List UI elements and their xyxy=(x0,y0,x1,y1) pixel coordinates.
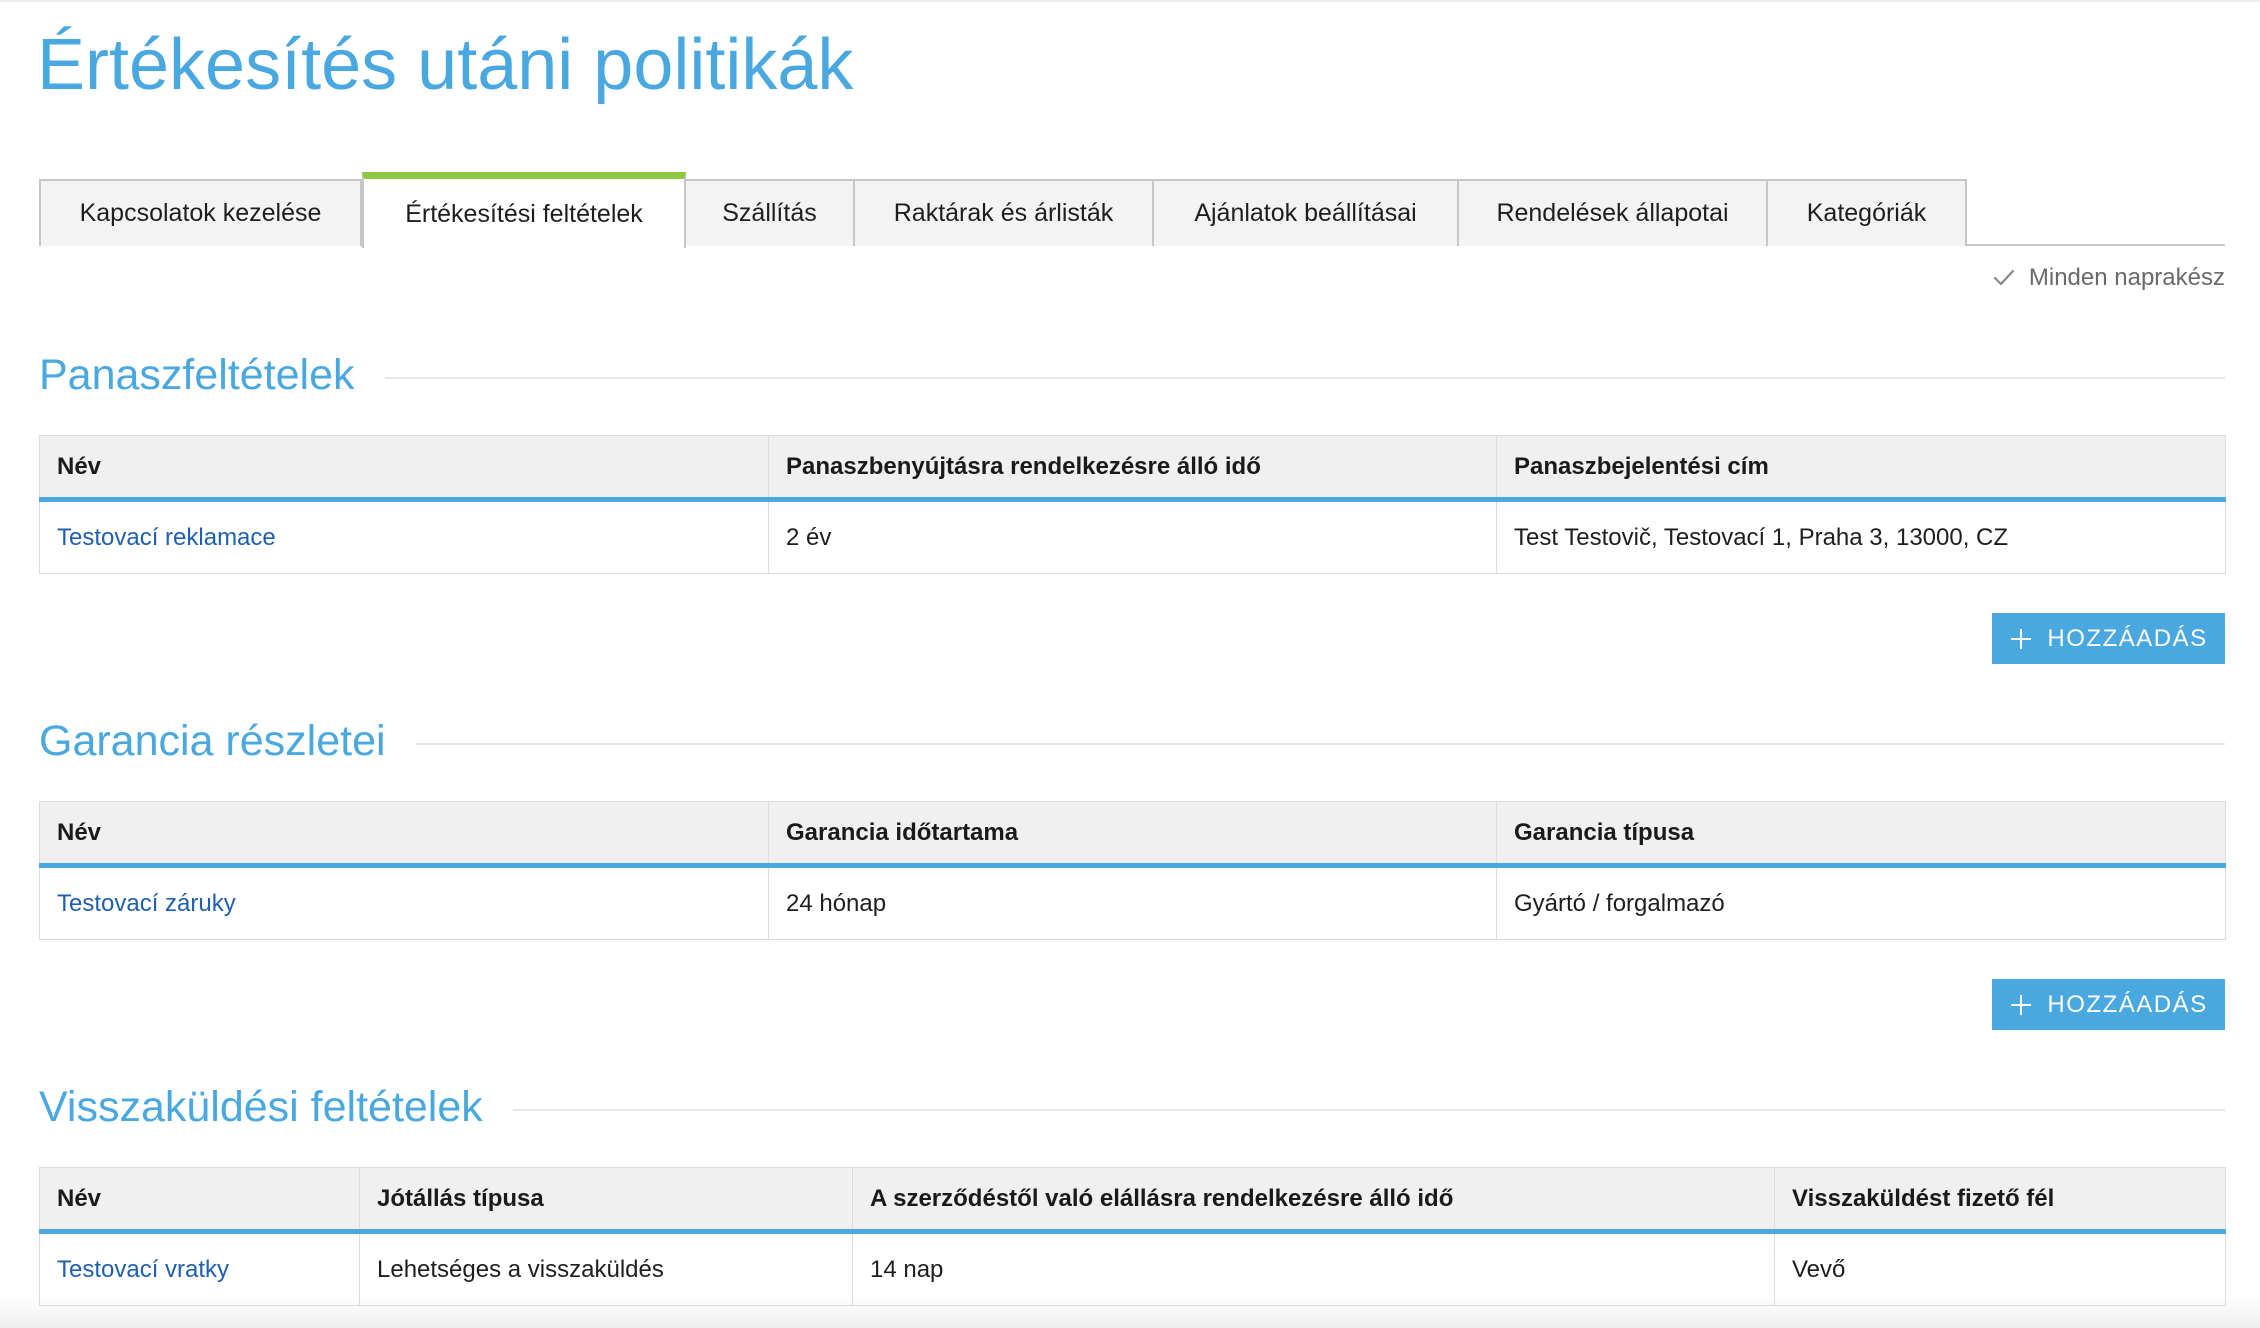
complaint-terms-table xyxy=(39,435,2226,574)
table-row[interactable] xyxy=(40,500,2226,574)
add-complaint-term-button[interactable] xyxy=(1992,613,2225,664)
section-header xyxy=(39,349,2225,401)
check-icon xyxy=(1993,269,2015,287)
table-cell: 14 nap xyxy=(853,1232,1775,1306)
column-header[interactable]: Név xyxy=(40,802,769,866)
tab-ajanlatok-beallitasai[interactable]: Ajánlatok beállításai xyxy=(1154,179,1459,246)
table-row[interactable] xyxy=(40,1232,2226,1306)
page-title: Értékesítés utáni politikák xyxy=(37,25,854,105)
return-terms-table xyxy=(39,1167,2226,1306)
column-header[interactable]: Visszaküldést fizető fél xyxy=(1775,1168,2226,1232)
section-title: Visszaküldési feltételek xyxy=(39,1083,483,1131)
add-button-label: HOZZÁADÁS xyxy=(2047,990,2208,1018)
table-cell: 2 év xyxy=(769,500,1497,574)
warranty-details-table xyxy=(39,801,2226,940)
top-edge-divider xyxy=(0,0,2260,2)
add-button-label: HOZZÁADÁS xyxy=(2047,624,2208,652)
table-cell-name xyxy=(40,1232,360,1306)
section-divider xyxy=(416,743,2225,745)
table-cell: Gyártó / forgalmazó xyxy=(1497,866,2226,940)
column-header[interactable]: Garancia típusa xyxy=(1497,802,2226,866)
column-header[interactable]: A szerződéstől való elállásra rendelkezésre álló idő xyxy=(853,1168,1775,1232)
table-cell: Test Testovič, Testovací 1, Praha 3, 13000, CZ xyxy=(1497,500,2226,574)
table-cell-name xyxy=(40,866,769,940)
table-cell-name xyxy=(40,500,769,574)
section-divider xyxy=(513,1109,2225,1111)
tab-rendelesek-allapotai[interactable]: Rendelések állapotai xyxy=(1459,179,1768,246)
tab-kategoriak[interactable]: Kategóriák xyxy=(1768,179,1967,246)
section-title: Garancia részletei xyxy=(39,717,386,765)
save-status xyxy=(1993,264,2225,292)
record-link[interactable]: Testovací vratky xyxy=(57,1255,230,1283)
column-header[interactable]: Jótállás típusa xyxy=(360,1168,853,1232)
table-cell: Lehetséges a visszaküldés xyxy=(360,1232,853,1306)
table-header-row xyxy=(40,436,2226,500)
save-status-text: Minden naprakész xyxy=(2028,264,2225,291)
column-header[interactable]: Panaszbejelentési cím xyxy=(1497,436,2226,500)
tab-szallitas[interactable]: Szállítás xyxy=(686,179,855,246)
plus-icon xyxy=(2009,993,2033,1017)
section-title: Panaszfeltételek xyxy=(39,351,355,399)
column-header[interactable]: Panaszbenyújtásra rendelkezésre álló idő xyxy=(769,436,1497,500)
section-header xyxy=(39,1081,2225,1133)
record-link[interactable]: Testovací záruky xyxy=(57,889,236,917)
tab-raktarak-es-arlistak[interactable]: Raktárak és árlisták xyxy=(855,179,1154,246)
column-header[interactable]: Garancia időtartama xyxy=(769,802,1497,866)
table-row[interactable] xyxy=(40,866,2226,940)
table-cell: 24 hónap xyxy=(769,866,1497,940)
tab-bar xyxy=(39,179,2225,246)
table-header-row xyxy=(40,802,2226,866)
record-link[interactable]: Testovací reklamace xyxy=(57,523,276,551)
table-cell: Vevő xyxy=(1775,1232,2226,1306)
column-header[interactable]: Név xyxy=(40,1168,360,1232)
plus-icon xyxy=(2009,627,2033,651)
tab-kapcsolatok-kezelese[interactable]: Kapcsolatok kezelése xyxy=(39,179,362,246)
table-header-row xyxy=(40,1168,2226,1232)
column-header[interactable]: Név xyxy=(40,436,769,500)
add-warranty-button[interactable] xyxy=(1992,979,2225,1030)
section-header xyxy=(39,715,2225,767)
tab-ertekesitesi-feltetelek[interactable]: Értékesítési feltételek xyxy=(362,172,686,248)
section-divider xyxy=(385,377,2225,379)
